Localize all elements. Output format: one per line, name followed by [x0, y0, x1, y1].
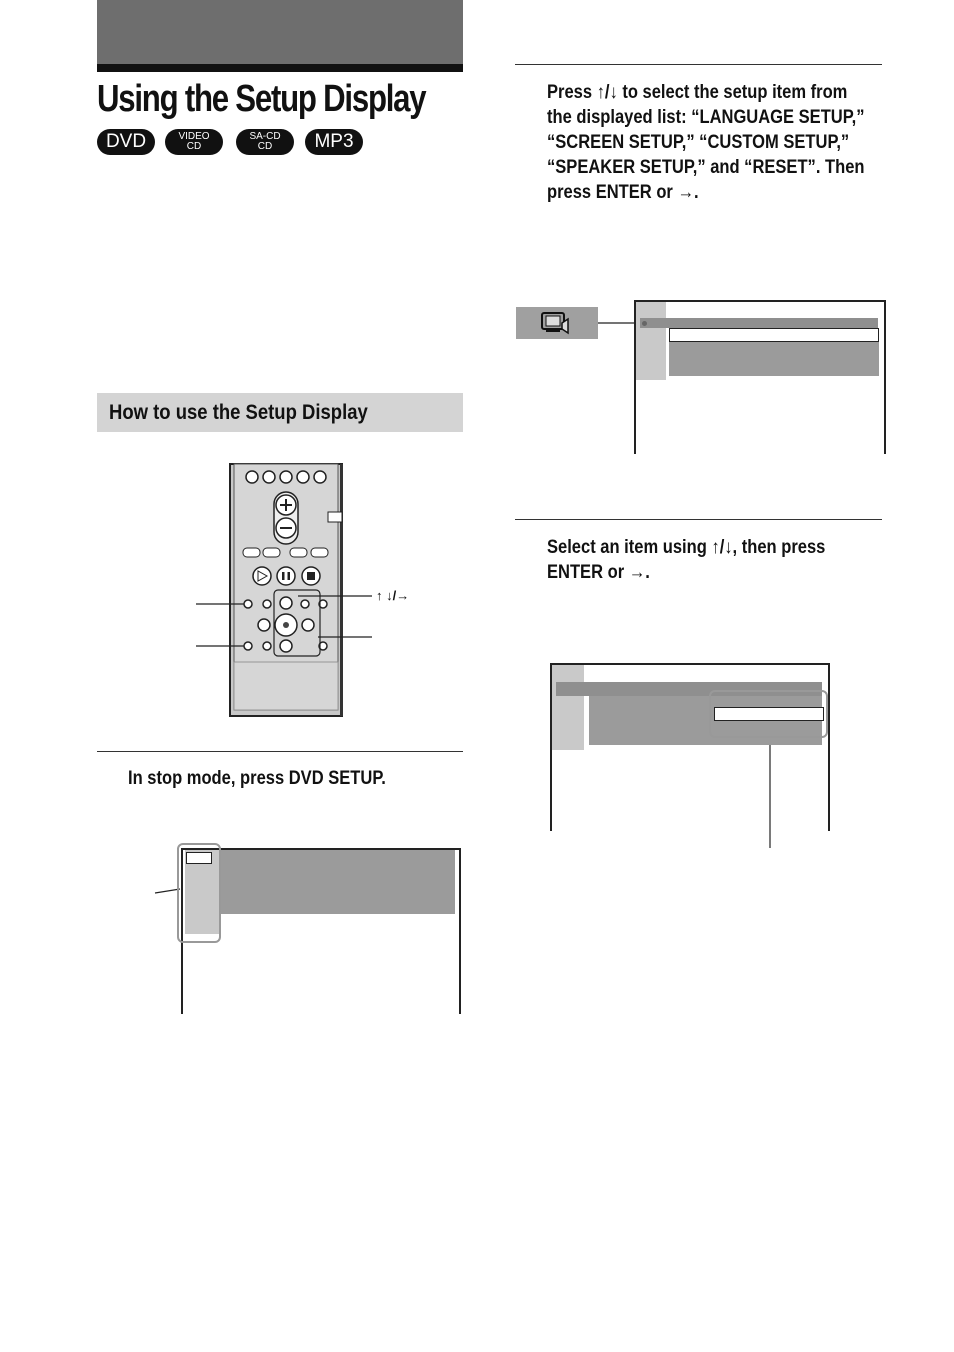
section-heading-text: How to use the Setup Display — [109, 401, 368, 424]
video-cd-badge: VIDEO CD — [165, 129, 223, 155]
step-2-line: press ENTER or →. — [547, 182, 699, 203]
step-2-line: the displayed list: “LANGUAGE SETUP,” — [547, 107, 865, 128]
sa-cd-badge: SA-CD CD — [236, 129, 294, 155]
screen-3-highlight-frame — [709, 690, 828, 738]
dvd-badge: DVD — [97, 129, 155, 155]
step-2-rule — [515, 64, 882, 65]
mp3-badge: MP3 — [305, 129, 363, 155]
screen-1-highlight-frame — [177, 843, 221, 943]
screen-2-selected-item — [669, 328, 879, 342]
step-3-rule — [515, 519, 882, 520]
setup-icon-callout — [516, 307, 598, 339]
screen-2-cursor — [642, 321, 647, 326]
screen-2-highlight-row — [640, 318, 878, 328]
step-2-text — [547, 80, 912, 205]
monitor-speaker-icon — [516, 307, 598, 339]
step-2-line: “SCREEN SETUP,” “CUSTOM SETUP,” — [547, 132, 850, 153]
page-title: Using the Setup Display — [97, 78, 426, 120]
step-2-line: “SPEAKER SETUP,” and “RESET”. Then — [547, 157, 865, 178]
step-1-rule — [97, 751, 463, 752]
step-2-line: Press ↑/↓ to select the setup item from — [547, 82, 848, 103]
screen-3-icon-column — [552, 665, 584, 750]
setup-screen-1 — [181, 848, 461, 1014]
step-3-line: Select an item using ↑/↓, then press — [547, 537, 826, 558]
arrow-keys-label: ↑ ↓/→ — [376, 588, 410, 603]
setup-screen-2 — [634, 300, 886, 454]
screen-2-submenu — [669, 342, 879, 376]
screen-2-icon-column — [636, 302, 666, 380]
setup-screen-3 — [550, 663, 830, 831]
screen-1-menu-panel — [221, 850, 455, 914]
step-1-text: In stop mode, press DVD SETUP. — [128, 768, 386, 789]
step-3-text — [547, 535, 867, 585]
step-3-line: ENTER or →. — [547, 562, 650, 583]
